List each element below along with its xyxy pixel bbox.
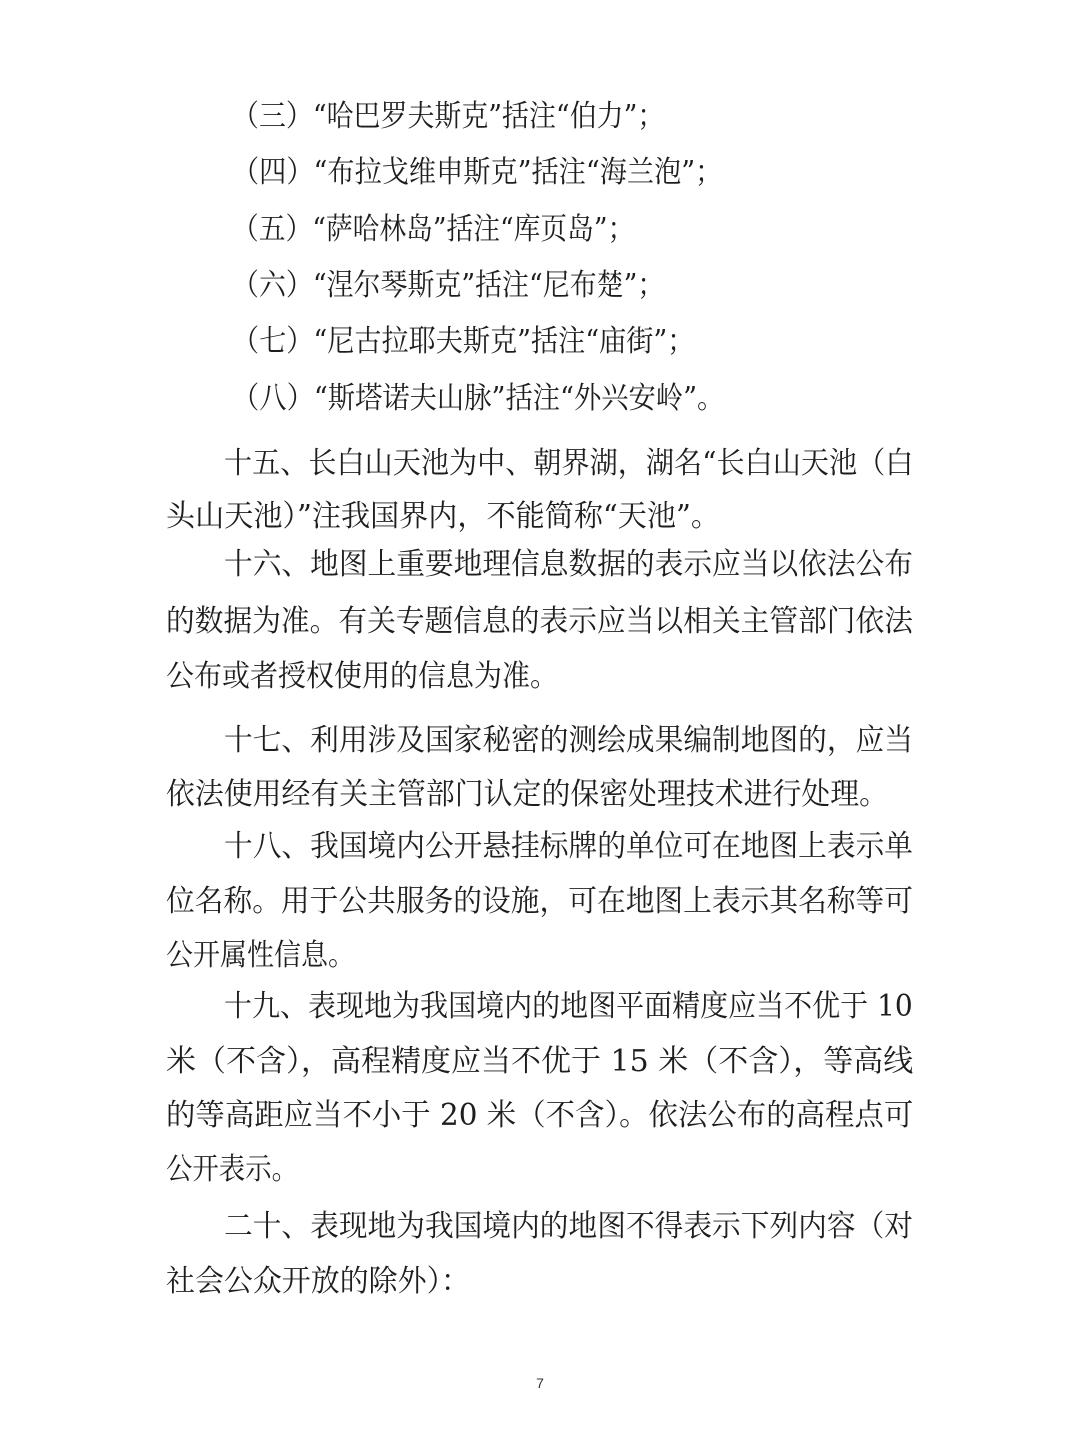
text-line: 十八、我国境内公开悬挂标牌的单位可在地图上表示单 [224,829,913,864]
text-line: 的数据为准。有关专题信息的表示应当以相关主管部门依法 [166,604,913,639]
text-line: 十七、利用涉及国家秘密的测绘成果编制地图的，应当 [224,723,913,758]
text-line: （八）“斯塔诺夫山脉”括注“外兴安岭”。 [232,381,725,416]
text-line: 头山天池）”注我国界内，不能简称“天池”。 [166,499,721,534]
text-line: 社会公众开放的除外）： [166,1264,470,1299]
text-line: 二十、表现地为我国境内的地图不得表示下列内容（对 [224,1209,913,1244]
text-line: 公开表示。 [166,1152,298,1187]
text-line: 十六、地图上重要地理信息数据的表示应当以依法公布 [224,547,913,582]
text-line: 公布或者授权使用的信息为准。 [166,659,558,694]
text-line: （七）“尼古拉耶夫斯克”括注“庙街”； [232,324,695,359]
text-line: 的等高距应当不小于 20 米（不含）。依法公布的高程点可 [166,1098,914,1133]
text-line: 依法使用经有关主管部门认定的保密处理技术进行处理。 [166,777,888,812]
text-line: 十五、长白山天池为中、朝界湖，湖名“长白山天池（白 [224,446,914,481]
text-line: （四）“布拉戈维申斯克”括注“海兰泡”； [232,155,723,190]
text-line: 十九、表现地为我国境内的地图平面精度应当不优于 10 [224,989,913,1024]
text-line: （三）“哈巴罗夫斯克”括注“伯力”； [232,99,665,134]
text-line: 米（不含），高程精度应当不优于 15 米（不含），等高线 [166,1044,914,1079]
text-line: （六）“涅尔琴斯克”括注“尼布楚”； [232,268,665,303]
page-number: 7 [536,1375,544,1391]
text-line: （五）“萨哈林岛”括注“库页岛”； [232,212,635,247]
text-line: 位名称。用于公共服务的设施，可在地图上表示其名称等可 [166,884,913,919]
text-line: 公开属性信息。 [166,938,355,973]
